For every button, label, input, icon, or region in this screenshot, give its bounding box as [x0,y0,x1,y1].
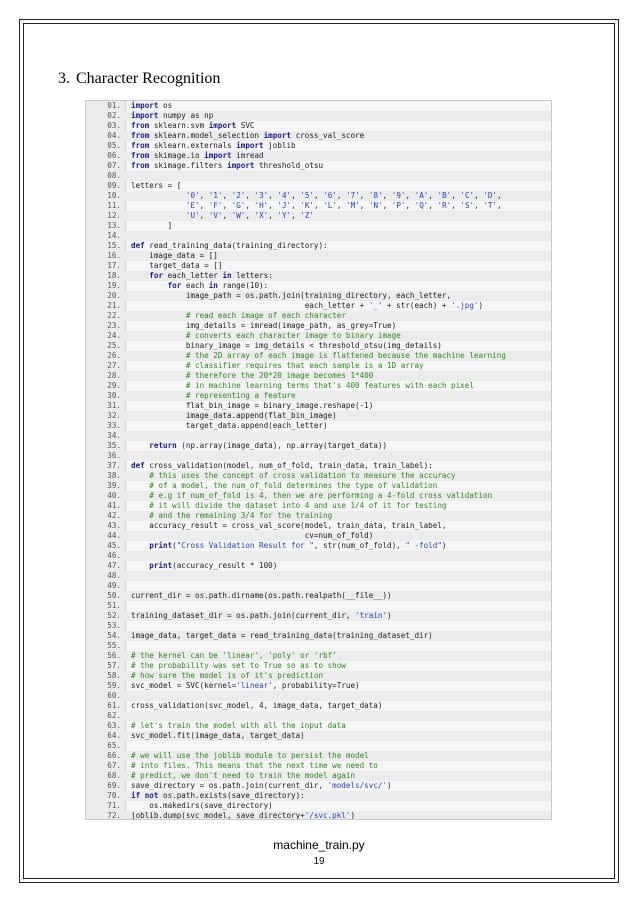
code-text: # into files. This means that the next time we need to [131,761,378,770]
line-number: 70. [107,791,121,800]
code-line [86,151,551,161]
code-line [86,601,551,611]
code-text: img_details = imread(image_path, as_grey=True) [131,321,397,330]
code-text: ] [131,221,173,230]
code-line [86,211,551,221]
code-line [86,261,551,271]
code-text: # of a model, the num_of_fold determines the type of validation [149,481,438,490]
code-line [86,591,551,601]
code-line [86,331,551,341]
code-line [86,371,551,381]
code-text: from sklearn.externals import joblib [131,141,296,150]
code-line [86,451,551,461]
code-text: from sklearn.svm import SVC [131,121,255,130]
code-text: # in machine learning terms that's 400 features with each pixel [185,381,474,390]
line-number: 46. [107,551,121,560]
code-line [86,531,551,541]
code-line [86,141,551,151]
code-line [86,101,551,111]
code-line [86,781,551,791]
line-number: 15. [107,241,121,250]
code-text: # the kernel can be 'linear', 'poly' or 'rbf' [131,651,337,660]
code-text: for each in range(10): [167,281,269,290]
code-line [86,491,551,501]
code-text: cv=num_of_fold) [131,531,374,540]
line-number: 24. [107,331,121,340]
code-line [86,401,551,411]
code-line [86,231,551,241]
code-line [86,131,551,141]
code-line [86,681,551,691]
line-number: 47. [107,561,121,570]
code-text: # we will use the joblib module to persist the model [131,751,369,760]
line-number: 55. [107,641,121,650]
section-heading [58,70,220,88]
line-number: 32. [107,411,121,420]
code-line [86,381,551,391]
code-text: # read each image of each character [185,311,346,320]
line-number: 08. [107,171,121,180]
line-number: 68. [107,771,121,780]
code-text: import numpy as np [131,111,214,120]
line-number: 22. [107,311,121,320]
line-number: 05. [107,141,121,150]
line-number: 51. [107,601,121,610]
code-line [86,161,551,171]
line-number: 35. [107,441,121,450]
code-text: # classifier requires that each sample is a 1D array [185,361,424,370]
line-number: 28. [107,371,121,380]
file-caption: machine_train.py [273,838,365,852]
line-number: 25. [107,341,121,350]
line-number: 20. [107,291,121,300]
line-number: 29. [107,381,121,390]
code-line [86,761,551,771]
line-number: 01. [107,101,121,110]
line-number: 44. [107,531,121,540]
code-line [86,121,551,131]
code-line [86,711,551,721]
code-line [86,641,551,651]
code-line [86,341,551,351]
line-number: 37. [107,461,121,470]
line-number: 43. [107,521,121,530]
code-text: current_dir = os.path.dirname(os.path.realpath(__file__)) [131,591,392,600]
line-number: 36. [107,451,121,460]
line-number: 61. [107,701,121,710]
code-text: print(accuracy_result * 100) [149,561,278,570]
code-line [86,421,551,431]
code-line [86,751,551,761]
code-line [86,671,551,681]
code-text: # let's train the model with all the input data [131,721,346,730]
line-number: 64. [107,731,121,740]
code-text: # this uses the concept of cross validation to measure the accuracy [149,471,456,480]
code-text: image_path = os.path.join(training_directory, each_letter, [131,291,452,300]
code-line [86,111,551,121]
code-text: import os [131,101,173,110]
code-text: image_data, target_data = read_training_data(training_dataset_dir) [131,631,433,640]
line-number: 12. [107,211,121,220]
code-line [86,551,551,561]
code-text: # the 2D array of each image is flattened because the machine learning [185,351,506,360]
code-text: from sklearn.model_selection import cross_val_score [131,131,365,140]
code-line [86,561,551,571]
code-text: # representing a feature [185,391,296,400]
code-line [86,271,551,281]
line-number: 66. [107,751,121,760]
code-line [86,701,551,711]
line-number: 39. [107,481,121,490]
code-line [86,281,551,291]
code-line [86,521,551,531]
line-number: 17. [107,261,121,270]
line-number: 48. [107,571,121,580]
code-text: # it will divide the dataset into 4 and use 1/4 of it for testing [149,501,447,510]
code-text: # the probability was set to True so as to show [131,661,346,670]
code-text: save_directory = os.path.join(current_dir, 'models/svc/') [131,781,392,790]
code-text: print("Cross Validation Result for ", str(num_of_fold), " -fold") [149,541,447,550]
line-number: 03. [107,121,121,130]
code-text: if not os.path.exists(save_directory): [131,791,305,800]
line-number: 11. [107,201,121,210]
code-text: each_letter + '_' + str(each) + '.jpg') [131,301,484,310]
code-line [86,411,551,421]
code-line [86,611,551,621]
code-line [86,541,551,551]
code-text: joblib.dump(svc_model, save_directory+'/svc.pkl') [131,811,356,820]
line-number: 33. [107,421,121,430]
code-text: from skimage.filters import threshold_otsu [131,161,324,170]
line-number: 42. [107,511,121,520]
line-number: 30. [107,391,121,400]
line-number: 07. [107,161,121,170]
code-text: # and the remaining 3/4 for the training [149,511,333,520]
code-line [86,391,551,401]
code-line [86,311,551,321]
code-line [86,481,551,491]
code-line [86,801,551,811]
code-text: 'E', 'F', 'G', 'H', 'J', 'K', 'L', 'M', 'N', 'P', 'Q', 'R', 'S', 'T', [185,201,502,210]
line-number: 54. [107,631,121,640]
code-text: binary_image = img_details < threshold_otsu(img_details) [131,341,442,350]
line-number: 67. [107,761,121,770]
line-number: 27. [107,361,121,370]
line-number: 18. [107,271,121,280]
code-text: # therefore the 20*20 image becomes 1*400 [185,371,374,380]
code-text: image_data = [] [131,251,218,260]
code-line [86,221,551,231]
line-number: 26. [107,351,121,360]
code-line [86,351,551,361]
code-text: return (np.array(image_data), np.array(target_data)) [149,441,388,450]
line-number: 41. [107,501,121,510]
code-line [86,691,551,701]
code-line [86,471,551,481]
line-number: 10. [107,191,121,200]
code-line [86,661,551,671]
line-number: 62. [107,711,121,720]
line-number: 38. [107,471,121,480]
code-line [86,191,551,201]
code-line [86,581,551,591]
line-number: 63. [107,721,121,730]
code-text: cross_validation(svc_model, 4, image_data, target_data) [131,701,383,710]
page-number: 19 [313,856,325,867]
line-number: 52. [107,611,121,620]
line-number: 19. [107,281,121,290]
code-line [86,181,551,191]
code-line [86,461,551,471]
line-number: 23. [107,321,121,330]
code-line [86,291,551,301]
code-line [86,431,551,441]
line-number: 58. [107,671,121,680]
code-line [86,791,551,801]
line-number: 53. [107,621,121,630]
code-listing [85,100,552,820]
code-line [86,811,551,820]
code-text: def cross_validation(model, num_of_fold, train_data, train_label): [131,461,433,470]
line-number: 34. [107,431,121,440]
code-text: # e.g if num_of_fold is 4, then we are performing a 4-fold cross validation [149,491,493,500]
line-number: 56. [107,651,121,660]
code-text: # converts each character image to binary image [185,331,401,340]
code-text: for each_letter in letters: [149,271,273,280]
code-text: training_dataset_dir = os.path.join(current_dir, 'train') [131,611,392,620]
code-line [86,651,551,661]
code-line [86,361,551,371]
code-line [86,631,551,641]
line-number: 31. [107,401,121,410]
code-line [86,721,551,731]
line-number: 13. [107,221,121,230]
section-number: 3. [58,70,70,87]
code-text: 'U', 'V', 'W', 'X', 'Y', 'Z' [185,211,314,220]
line-number: 57. [107,661,121,670]
code-text: letters = [ [131,181,182,190]
line-number: 72. [107,811,121,820]
code-line [86,171,551,181]
code-line [86,441,551,451]
code-text: os.makedirs(save_directory) [131,801,273,810]
line-number: 59. [107,681,121,690]
code-line [86,501,551,511]
code-line [86,321,551,331]
code-text: svc_model = SVC(kernel='linear', probability=True) [131,681,360,690]
code-text: accuracy_result = cross_val_score(model, train_data, train_label, [131,521,447,530]
line-number: 69. [107,781,121,790]
code-line [86,571,551,581]
code-text: '0', '1', '2', '3', '4', '5', '6', '7', '8', '9', 'A', 'B', 'C', 'D', [185,191,502,200]
code-text: target_data = [] [131,261,223,270]
code-text: # how sure the model is of it's prediction [131,671,324,680]
line-number: 60. [107,691,121,700]
line-number: 71. [107,801,121,810]
section-title: Character Recognition [76,70,221,87]
code-line [86,741,551,751]
code-line [86,301,551,311]
line-number: 02. [107,111,121,120]
code-line [86,621,551,631]
line-number: 04. [107,131,121,140]
line-number: 45. [107,541,121,550]
line-number: 16. [107,251,121,260]
code-line [86,241,551,251]
code-text: from skimage.io import imread [131,151,264,160]
line-number: 06. [107,151,121,160]
code-text: def read_training_data(training_directory): [131,241,328,250]
line-number: 09. [107,181,121,190]
code-text: svc_model.fit(image_data, target_data) [131,731,305,740]
code-text: # predict, we don't need to train the model again [131,771,356,780]
line-number: 65. [107,741,121,750]
line-number: 40. [107,491,121,500]
code-line [86,201,551,211]
line-number: 49. [107,581,121,590]
code-text: image_data.append(flat_bin_image) [131,411,337,420]
line-number: 14. [107,231,121,240]
line-number: 21. [107,301,121,310]
line-number: 50. [107,591,121,600]
code-line [86,731,551,741]
code-line [86,251,551,261]
code-line [86,511,551,521]
code-line [86,771,551,781]
code-text: target_data.append(each_letter) [131,421,328,430]
code-text: flat_bin_image = binary_image.reshape(-1) [131,401,374,410]
